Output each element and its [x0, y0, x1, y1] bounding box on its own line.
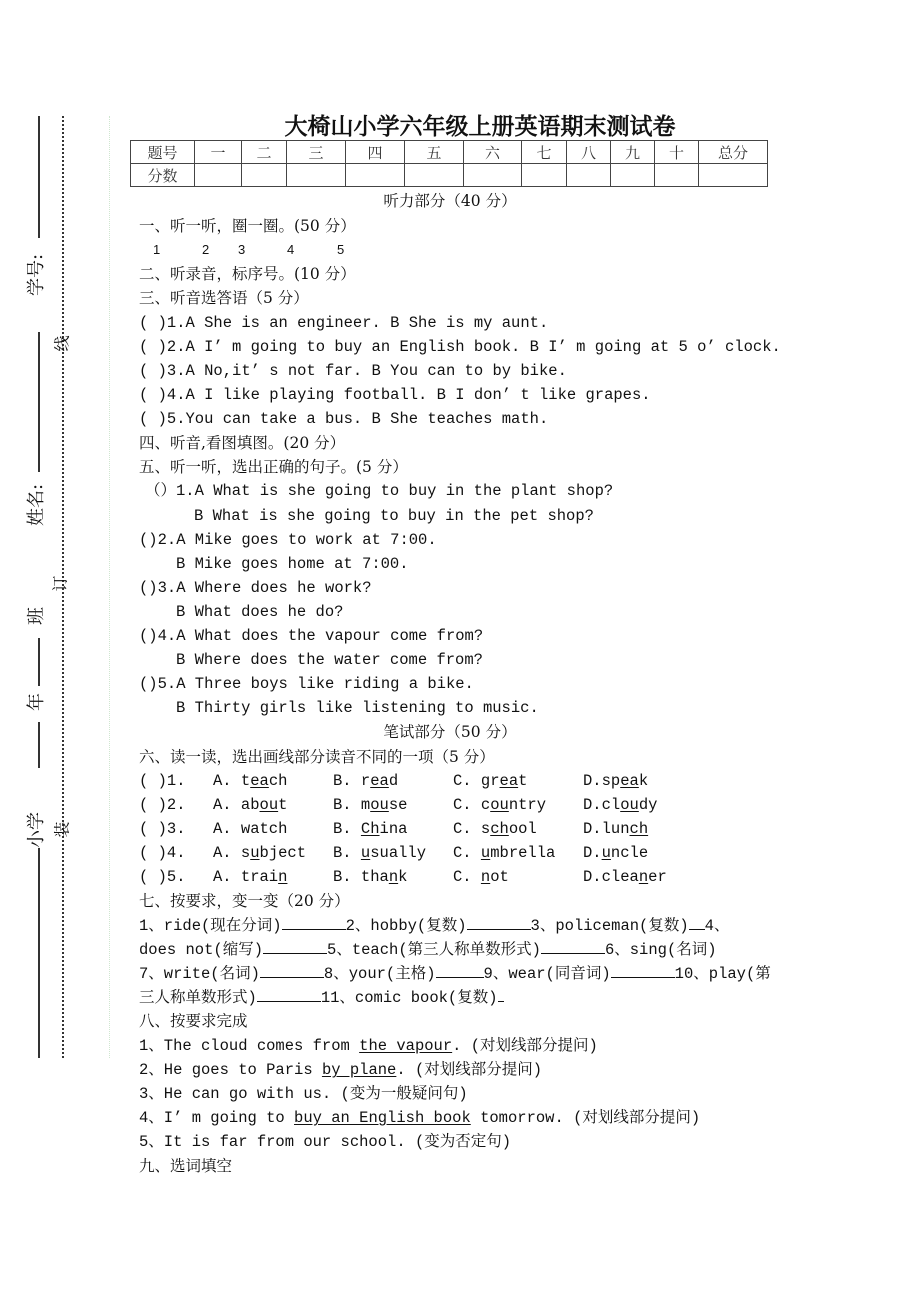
score-cell[interactable]: [522, 164, 567, 187]
score-cell[interactable]: [242, 164, 287, 187]
option-label: A.: [213, 820, 241, 838]
score-cell[interactable]: [287, 164, 346, 187]
written-heading: 笔试部分（50 分）: [383, 723, 517, 741]
answer-blank[interactable]: [260, 963, 324, 978]
transform-line: [139, 963, 771, 984]
transform-line: [139, 987, 504, 1008]
transform-line: [139, 939, 717, 960]
option-label: A.: [213, 868, 241, 886]
underlined-letters: u: [601, 844, 611, 862]
score-table: [130, 140, 768, 187]
phonics-option: B. mouse: [333, 796, 408, 814]
phonics-option: A. about: [213, 796, 288, 814]
option-label: B.: [333, 772, 361, 790]
section-5-item-b: B Thirty girls like listening to music.: [176, 699, 539, 717]
option-label: B.: [333, 820, 361, 838]
option-label: C.: [453, 844, 481, 862]
transform-prompt: 三人称单数形式): [139, 989, 257, 1007]
phonics-option: B. thank: [333, 868, 408, 886]
phonics-option: D.lunch: [583, 820, 649, 838]
answer-blank[interactable]: [541, 939, 605, 954]
phonics-item-number: ( )1.: [139, 772, 186, 790]
phonics-option: A. subject: [213, 844, 307, 862]
score-cell[interactable]: [611, 164, 655, 187]
header-cell: 五: [405, 141, 464, 164]
score-cell[interactable]: [405, 164, 464, 187]
school-label: 小学: [26, 812, 47, 848]
underlined-letters: ch: [629, 820, 649, 838]
transform-prompt: 7、write(名词): [139, 965, 260, 983]
header-cell: 八: [567, 141, 611, 164]
name-label: 姓名:: [26, 483, 47, 527]
score-cell[interactable]: [655, 164, 699, 187]
section-5-item-b: B Where does the water come from?: [176, 651, 483, 669]
binding-mark-bind: 装: [52, 821, 72, 838]
answer-blank[interactable]: [257, 987, 321, 1002]
school-blank-line: [38, 848, 40, 1058]
transform-prompt: 9、wear(同音词): [483, 965, 611, 983]
phonics-option: C. great: [453, 772, 528, 790]
phonics-option: C. not: [453, 868, 509, 886]
option-label: B.: [333, 868, 361, 886]
underlined-letters: ou: [259, 796, 279, 814]
option-label: C.: [453, 772, 481, 790]
answer-blank[interactable]: [263, 939, 327, 954]
phonics-option: B. China: [333, 820, 408, 838]
underlined-letters: u: [480, 844, 491, 862]
underlined-letters: u: [250, 844, 260, 862]
header-cell: 总分: [699, 141, 768, 164]
underlined-letters: ea: [499, 772, 519, 790]
underlined-letters: Ch: [360, 820, 380, 838]
answer-blank[interactable]: [282, 915, 346, 930]
answer-blank[interactable]: [498, 987, 504, 1002]
section-3-item: ( )2.A I’ m going to buy an English book. B I’ m going at 5 o’ clock.: [139, 338, 781, 356]
option-label: B.: [333, 844, 361, 862]
option-label: C.: [453, 796, 481, 814]
section-6-title: 六、读一读，选出画线部分读音不同的一项（5 分）: [139, 748, 495, 766]
header-cell: 二: [242, 141, 287, 164]
underlined-letters: u: [360, 844, 371, 862]
section-5-item-a: ()3.A Where does he work?: [139, 579, 372, 597]
picture-number: 5: [337, 242, 345, 257]
grade-blank-line: [38, 722, 40, 768]
option-label: C.: [453, 868, 481, 886]
name-blank-line: [38, 332, 40, 472]
section-5-item-a: ()5.A Three boys like riding a bike.: [139, 675, 474, 693]
section-5-item-a: （）1.A What is she going to buy in the plant shop?: [145, 482, 614, 500]
phonics-option: A. teach: [213, 772, 288, 790]
score-cell[interactable]: [567, 164, 611, 187]
phonics-option: B. read: [333, 772, 399, 790]
option-label: D.: [583, 772, 602, 790]
transform-prompt: 8、your(主格): [323, 965, 436, 983]
transform-prompt: 1、ride(现在分词): [139, 917, 282, 935]
phonics-option: D.cleaner: [583, 868, 667, 886]
transform-prompt: does not(缩写): [139, 941, 264, 959]
score-table-header-row: [131, 141, 768, 164]
section-1-title: 一、听一听，圈一圈。(50 分）: [139, 217, 356, 235]
phonics-option: A. watch: [213, 820, 288, 838]
answer-blank[interactable]: [689, 915, 705, 930]
section-3-title: 三、听音选答语（5 分）: [139, 289, 309, 307]
transform-prompt: 5、teach(第三人称单数形式): [327, 941, 541, 959]
phonics-option: C. umbrella: [453, 844, 556, 862]
underlined-letters: ea: [370, 772, 389, 790]
header-cell: 题号: [131, 141, 195, 164]
section-5-item-a: ()2.A Mike goes to work at 7:00.: [139, 531, 437, 549]
option-label: C.: [453, 820, 481, 838]
option-label: A.: [213, 796, 241, 814]
phonics-item-number: ( )5.: [139, 868, 186, 886]
margin-guide-dotted: [109, 116, 110, 1058]
header-cell: 九: [611, 141, 655, 164]
underlined-letters: n: [638, 868, 649, 886]
underlined-letters: ea: [620, 772, 639, 790]
section-2-title: 二、听录音，标序号。(10 分）: [139, 265, 356, 283]
sentence-task: 1、The cloud comes from the vapour. (对划线部分提问): [139, 1037, 598, 1055]
phonics-option: C. school: [453, 820, 537, 838]
underlined-letters: n: [278, 868, 288, 886]
section-5-item-b: B Mike goes home at 7:00.: [176, 555, 409, 573]
section-4-title: 四、听音,看图填图。(20 分）: [139, 434, 346, 452]
header-cell: 四: [346, 141, 405, 164]
section-5-title: 五、听一听，选出正确的句子。(5 分）: [139, 458, 408, 476]
section-3-item: ( )5.You can take a bus. B She teaches math.: [139, 410, 549, 428]
header-cell: 六: [464, 141, 522, 164]
underlined-phrase: buy an English book: [294, 1109, 471, 1127]
underlined-letters: ea: [250, 772, 269, 790]
student-no-label: 学号:: [26, 253, 47, 297]
section-5-item-b: B What is she going to buy in the pet shop?: [194, 507, 594, 525]
transform-line: [139, 915, 729, 936]
option-label: D.: [583, 868, 602, 886]
option-label: D.: [583, 820, 602, 838]
binding-mark-line: 线: [52, 335, 72, 352]
transform-prompt: 6、sing(名词): [604, 941, 717, 959]
header-cell: 七: [522, 141, 567, 164]
underlined-letters: ou: [370, 796, 389, 814]
score-table-score-row: [131, 164, 768, 187]
header-cell: 三: [287, 141, 346, 164]
option-label: D.: [583, 796, 602, 814]
phonics-option: C. country: [453, 796, 547, 814]
phonics-item-number: ( )2.: [139, 796, 186, 814]
phonics-option: B. usually: [333, 844, 427, 862]
transform-prompt: 4、: [704, 917, 730, 935]
answer-blank[interactable]: [467, 915, 531, 930]
section-7-title: 七、按要求，变一变（20 分）: [139, 892, 350, 910]
option-label: A.: [213, 844, 241, 862]
picture-number: 3: [238, 242, 246, 257]
section-8-title: 八、按要求完成: [139, 1012, 248, 1030]
underlined-phrase: by plane: [321, 1061, 397, 1079]
underlined-letters: n: [388, 868, 399, 886]
section-3-item: ( )1.A She is an engineer. B She is my aunt.: [139, 314, 549, 332]
picture-number: 2: [202, 242, 210, 257]
transform-prompt: 2、hobby(复数): [345, 917, 467, 935]
sentence-task: 4、I’ m going to buy an English book tomorrow. (对划线部分提问): [139, 1109, 701, 1127]
grade-label: 年: [26, 693, 47, 711]
header-cell: 十: [655, 141, 699, 164]
sentence-task: 5、It is far from our school. (变为否定句): [139, 1133, 512, 1151]
transform-prompt: 10、play(第: [674, 965, 771, 983]
phonics-option: D.uncle: [583, 844, 649, 862]
option-label: B.: [333, 796, 361, 814]
listening-heading: 听力部分（40 分）: [383, 192, 517, 210]
phonics-option: D.cloudy: [583, 796, 658, 814]
answer-blank[interactable]: [611, 963, 675, 978]
section-5-item-a: ()4.A What does the vapour come from?: [139, 627, 484, 645]
transform-prompt: 11、comic book(复数): [320, 989, 498, 1007]
score-cell[interactable]: [699, 164, 768, 187]
underlined-letters: ou: [490, 796, 509, 814]
sentence-task: 2、He goes to Paris by plane. (对划线部分提问): [139, 1061, 543, 1079]
exam-title: 大椅山小学六年级上册英语期末测试卷: [284, 114, 676, 140]
underlined-phrase: the vapour: [359, 1037, 453, 1055]
header-cell: 一: [195, 141, 242, 164]
phonics-option: D.speak: [583, 772, 649, 790]
score-cell[interactable]: [464, 164, 522, 187]
binding-mark-order: 订: [50, 575, 70, 592]
picture-number: 4: [287, 242, 295, 257]
answer-blank[interactable]: [436, 963, 484, 978]
phonics-option: A. train: [213, 868, 288, 886]
phonics-item-number: ( )4.: [139, 844, 186, 862]
picture-number: 1: [153, 242, 161, 257]
class-label: 班: [26, 607, 47, 625]
option-label: D.: [583, 844, 602, 862]
underlined-letters: ou: [620, 796, 639, 814]
phonics-item-number: ( )3.: [139, 820, 186, 838]
transform-prompt: 3、policeman(复数): [530, 917, 689, 935]
underlined-letters: n: [480, 868, 491, 886]
score-cell[interactable]: [195, 164, 242, 187]
section-5-item-b: B What does he do?: [176, 603, 344, 621]
option-label: A.: [213, 772, 241, 790]
section-3-item: ( )3.A No,it’ s not far. B You can to by bike.: [139, 362, 567, 380]
row-label: 分数: [131, 164, 195, 187]
underlined-letters: ch: [490, 820, 509, 838]
sentence-task: 3、He can go with us. (变为一般疑问句): [139, 1085, 468, 1103]
section-9-title: 九、选词填空: [139, 1157, 233, 1175]
section-3-item: ( )4.A I like playing football. B I don’ t like grapes.: [139, 386, 651, 404]
score-cell[interactable]: [346, 164, 405, 187]
